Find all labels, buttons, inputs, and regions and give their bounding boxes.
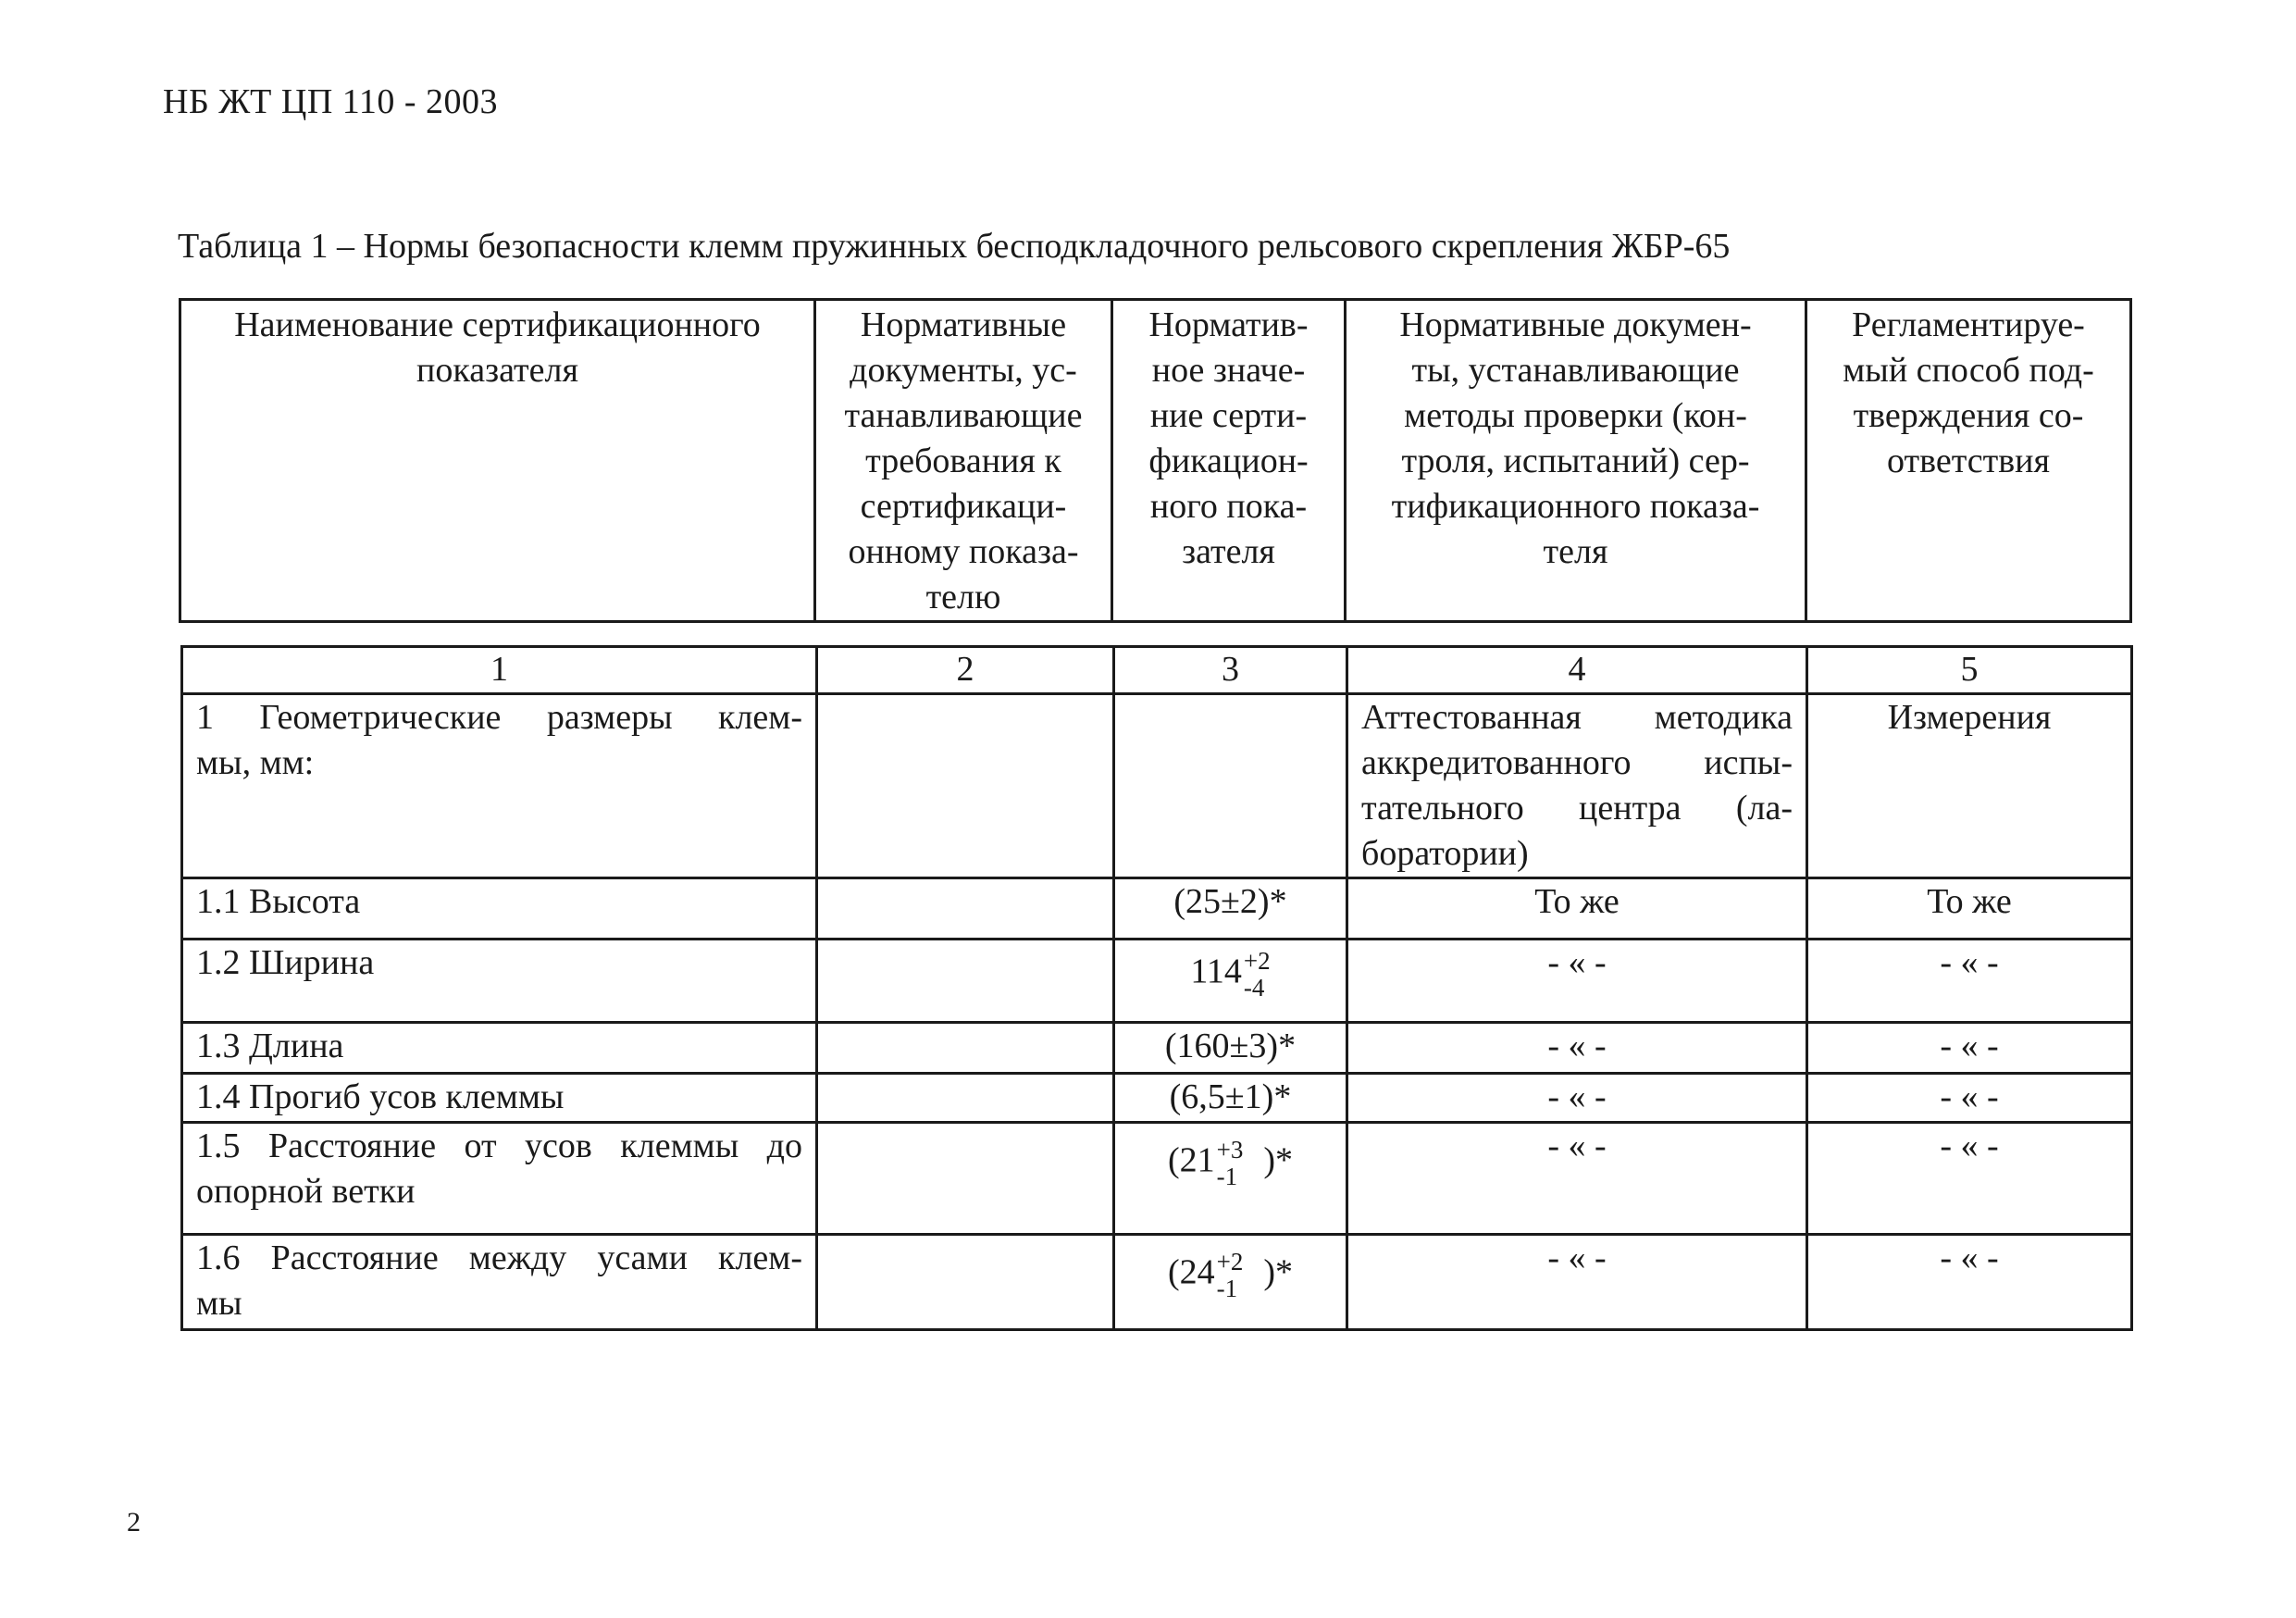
value-tolerance [1217,1137,1244,1190]
row-value-cell: (6,5±1)* [1114,1074,1347,1123]
header-row [180,300,2131,622]
row-confirm-cell: - « - [1807,1074,2132,1123]
row-name-line: 1.5 Расстояние от усов клеммы до [196,1126,802,1165]
column-number: 4 [1347,647,1807,694]
row-name-line: 1.1 Высота [196,882,361,921]
row-name-line: 1.3 Длина [196,1027,344,1065]
table-caption: Таблица 1 – Нормы безопасности клемм пружинных бесподкладочного рельсового скрепления ЖБР-65 [178,227,1731,266]
header-cell-method-docs [1346,300,1806,622]
row-confirm-cell: - « - [1807,1123,2132,1235]
header-line: Нормативные докумен- [1399,305,1752,344]
row-confirm-cell: - « - [1807,940,2132,1023]
row-method-cell [1347,1074,1807,1123]
value-suffix: )* [1263,1252,1294,1292]
table-header [179,298,2132,623]
row-docs-cell [817,1235,1114,1330]
table-row [182,1123,2132,1235]
row-name-cell [182,940,817,1023]
value-tolerance [1217,1249,1244,1302]
row-name-line: мы [196,1284,242,1323]
row-confirm-cell: - « - [1807,1235,2132,1330]
value-tolerance [1244,948,1271,1002]
row-method-line: тательного центра (ла- [1361,789,1793,828]
header-line: троля, испытаний) сер- [1401,442,1750,480]
row-name-line: 1.4 Прогиб усов клеммы [196,1077,565,1116]
header-line: фикацион- [1148,442,1309,480]
row-name-cell [182,1123,817,1235]
value-base: 114 [1190,952,1242,991]
row-value-cell [1114,694,1347,878]
header-line: теля [1543,532,1608,571]
row-method-line: - « - [1547,1126,1607,1165]
tolerance-upper: +2 [1216,1248,1244,1276]
column-number: 5 [1807,647,2132,694]
row-method-cell [1347,1023,1807,1074]
header-line: ответствия [1887,442,2050,480]
table-row [182,1235,2132,1330]
header-line: Наименование сертификационного [234,305,761,344]
tolerance-lower: -4 [1243,974,1265,1002]
row-method-line: То же [1534,882,1620,921]
header-line: тверждения со- [1853,396,2084,435]
header-line: телю [925,578,1001,616]
row-method-line: боратории) [1361,834,1529,873]
table-row [182,1023,2132,1074]
row-name-cell [182,1023,817,1074]
row-name-line: 1.6 Расстояние между усами клем- [196,1238,802,1277]
table-body [180,645,2133,1331]
header-cell-norm-value [1112,300,1346,622]
header-line: документы, ус- [850,351,1077,390]
row-method-cell [1347,694,1807,878]
row-method-line: - « - [1547,1027,1607,1065]
table-row [182,940,2132,1023]
column-number: 1 [182,647,817,694]
header-line: мый способ под- [1843,351,2094,390]
row-name-cell [182,878,817,940]
header-line: онному показа- [848,532,1079,571]
row-docs-cell [817,1023,1114,1074]
table-row [182,1074,2132,1123]
tolerance-lower: -1 [1216,1275,1238,1302]
row-method-line: - « - [1547,1238,1607,1277]
header-line: тификационного показа- [1391,487,1760,526]
value-base: (24 [1167,1252,1215,1292]
row-method-line: Аттестованная методика [1361,698,1793,737]
header-line: ты, устанавливающие [1411,351,1740,390]
header-line: ного пока- [1149,487,1308,526]
row-value-cell [1114,1123,1347,1235]
row-docs-cell [817,1074,1114,1123]
row-docs-cell [817,1123,1114,1235]
row-name-line: 1 Геометрические размеры клем- [196,698,802,737]
tolerance-upper: +2 [1243,947,1271,975]
header-line: танавливающие [844,396,1083,435]
row-value-cell [1114,940,1347,1023]
table-row [182,694,2132,878]
header-line: требования к [865,442,1061,480]
value-base: (21 [1167,1140,1215,1180]
header-line: ное значе- [1151,351,1306,390]
row-name-cell [182,1074,817,1123]
value-suffix: )* [1263,1140,1294,1180]
row-method-cell [1347,1123,1807,1235]
column-number: 2 [817,647,1114,694]
header-line: Регламентируе- [1852,305,2085,344]
header-cell-requirement-docs [815,300,1112,622]
row-docs-cell [817,878,1114,940]
header-cell-confirmation [1806,300,2131,622]
row-confirm-cell: То же [1807,878,2132,940]
header-cell-name [180,300,815,622]
header-line: сертификаци- [860,487,1067,526]
row-docs-cell [817,940,1114,1023]
row-name-line: мы, мм: [196,743,315,782]
row-confirm-cell: - « - [1807,1023,2132,1074]
tolerance-upper: +3 [1216,1136,1244,1164]
header-line: Норматив- [1148,305,1309,344]
table-row [182,878,2132,940]
row-method-cell [1347,940,1807,1023]
column-number: 3 [1114,647,1347,694]
row-method-line: - « - [1547,943,1607,982]
row-method-cell [1347,878,1807,940]
row-name-cell [182,1235,817,1330]
document-code: НБ ЖТ ЦП 110 - 2003 [163,82,499,121]
row-method-line: аккредитованного испы- [1361,743,1793,782]
row-value-cell: (25±2)* [1114,878,1347,940]
row-method-cell [1347,1235,1807,1330]
row-method-line: - « - [1547,1077,1607,1116]
tolerance-lower: -1 [1216,1163,1238,1190]
row-docs-cell [817,694,1114,878]
row-name-line: опорной ветки [196,1172,416,1211]
header-line: ние серти- [1149,396,1308,435]
row-value-cell [1114,1235,1347,1330]
row-name-cell [182,694,817,878]
row-name-line: 1.2 Ширина [196,943,375,982]
header-line: показателя [416,351,578,390]
row-confirm-cell: Измерения [1807,694,2132,878]
row-value-cell: (160±3)* [1114,1023,1347,1074]
header-line: Нормативные [860,305,1067,344]
page-number: 2 [127,1507,141,1537]
column-number-row [182,647,2132,694]
header-line: зателя [1182,532,1275,571]
header-line: методы проверки (кон- [1404,396,1747,435]
